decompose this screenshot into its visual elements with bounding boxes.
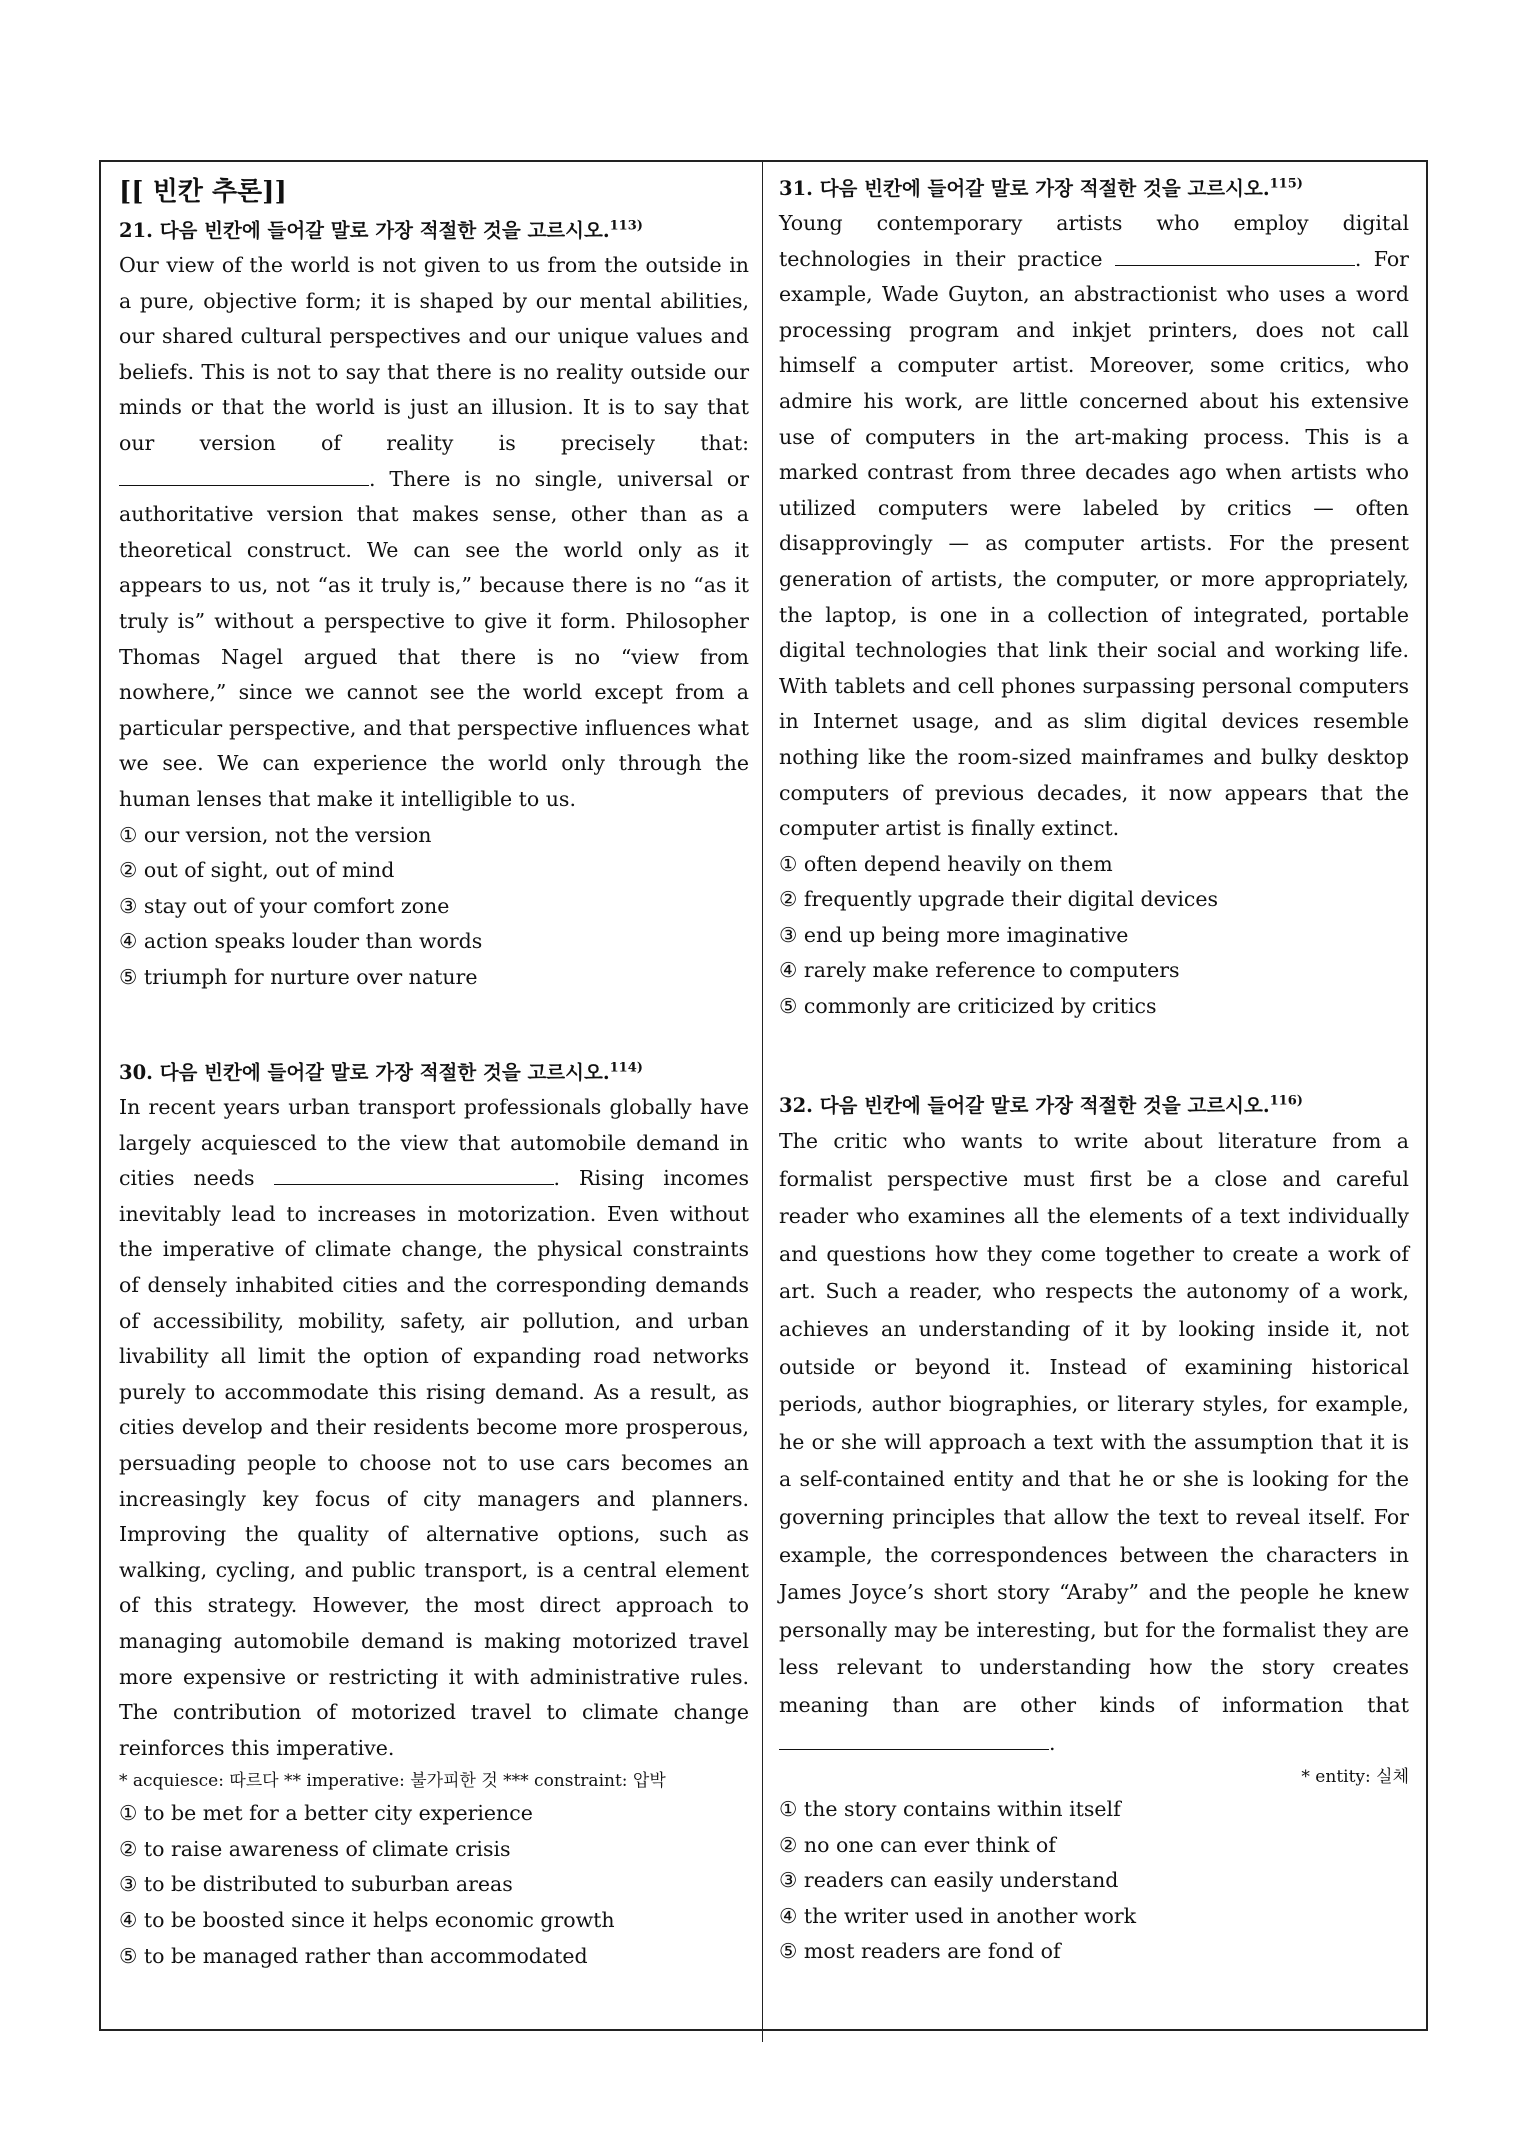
option-4[interactable]: ④ rarely make reference to computers: [779, 958, 1180, 983]
option-5[interactable]: ⑤ most readers are fond of: [779, 1939, 1061, 1964]
question-32-footnote: 116): [1269, 1093, 1303, 1109]
question-31-passage-after: . For example, Wade Guyton, an abstractionist who uses a word processing program and inkjet printers, does not call himself a computer artist. Moreover, some critics, who admire his work, are little concerned about his extensive use of computers in the art-making process. This is a marked contrast from three decades ago when artists who utilized computers were labeled by critics — often disapprovingly — as computer artists. For the present generation of artists, the computer, or more appropriately, the laptop, is one in a collection of integrated, portable digital technologies that link their social and working life. With tablets and cell phones surpassing personal computers in Internet usage, and as slim digital devices resemble nothing like the room-sized mainframes and bulky desktop computers of previous decades, it now appears that the computer artist is finally extinct.: [779, 246, 1409, 841]
question-32-vocab-note: * entity: 실체: [1301, 1767, 1409, 1788]
option-1[interactable]: ① the story contains within itself: [779, 1797, 1121, 1822]
question-32-passage: [779, 1123, 1409, 1762]
question-31: [779, 172, 1409, 1025]
answer-blank: [119, 465, 369, 486]
question-31-options: [779, 847, 1409, 1025]
question-21-heading-text: 21. 다음 빈칸에 들어갈 말로 가장 적절한 것을 고르시오.: [119, 219, 610, 242]
answer-blank: [274, 1164, 554, 1185]
question-30: [119, 1056, 749, 1974]
option-2[interactable]: ② to raise awareness of climate crisis: [119, 1836, 511, 1861]
question-30-passage-after: . Rising incomes inevitably lead to increases in motorization. Even without the imperative of climate change, the physical constraints of densely inhabited cities and the corresponding demands of accessibility, mobility, safety, air pollution, and urban livability all limit the option of expanding road networks purely to accommodate this rising demand. As a result, as cities develop and their residents become more prosperous, persuading people to choose not to use cars becomes an increasingly key focus of city managers and planners. Improving the quality of alternative options, such as walking, cycling, and public transport, is a central element of this strategy. However, the most direct approach to managing automobile demand is making motorized travel more expensive or restricting it with administrative rules. The contribution of motorized travel to climate change reinforces this imperative.: [119, 1166, 749, 1760]
section-title: [[ 빈칸 추론]]: [119, 177, 287, 207]
option-3[interactable]: ③ to be distributed to suburban areas: [119, 1872, 513, 1897]
option-4[interactable]: ④ the writer used in another work: [779, 1903, 1137, 1928]
option-4[interactable]: ④ action speaks louder than words: [119, 929, 483, 954]
column-divider: [762, 160, 763, 2042]
question-30-heading: [119, 1056, 749, 1090]
option-3[interactable]: ③ readers can easily understand: [779, 1868, 1119, 1893]
right-column-top: [779, 172, 1409, 1025]
option-4[interactable]: ④ to be boosted since it helps economic growth: [119, 1908, 615, 1933]
left-column-bottom: [119, 1056, 749, 1974]
question-32: [779, 1089, 1409, 1970]
question-21-heading: [119, 214, 749, 248]
option-1[interactable]: ① often depend heavily on them: [779, 851, 1113, 876]
question-32-options: [779, 1792, 1409, 1970]
question-30-passage: [119, 1090, 749, 1766]
question-32-heading-text: 32. 다음 빈칸에 들어갈 말로 가장 적절한 것을 고르시오.: [779, 1094, 1270, 1117]
question-21-options: [119, 818, 749, 996]
question-31-passage-before: Young contemporary artists who employ digital technologies in their practice: [779, 211, 1409, 271]
question-21-passage-after: . There is no single, universal or authoritative version that makes sense, other than as a theoretical construct. We can see the world only as it appears to us, not “as it truly is,” because there is no “as it truly is” without a perspective to give it form. Philosopher Thomas Nagel argued that there is no “view from nowhere,” since we cannot see the world except from a particular perspective, and that perspective influences what we see. We can experience the world only through the human lenses that make it intelligible to us.: [119, 466, 749, 811]
question-21-footnote: 113): [609, 218, 643, 234]
option-5[interactable]: ⑤ to be managed rather than accommodated: [119, 1943, 588, 1968]
option-3[interactable]: ③ stay out of your comfort zone: [119, 893, 450, 918]
answer-blank: [1115, 245, 1355, 266]
answer-blank: [779, 1729, 1049, 1750]
option-2[interactable]: ② frequently upgrade their digital devices: [779, 887, 1219, 912]
right-column-bottom: [779, 1089, 1409, 1970]
question-32-passage-after: .: [1049, 1730, 1056, 1755]
question-30-vocab-note: * acquiesce: 따르다 ** imperative: 불가피한 것 *** constraint: 압박: [119, 1771, 666, 1792]
question-31-heading: [779, 172, 1409, 206]
question-32-heading: [779, 1089, 1409, 1123]
question-31-passage: [779, 206, 1409, 847]
question-21-passage: [119, 248, 749, 818]
option-5[interactable]: ⑤ commonly are criticized by critics: [779, 994, 1157, 1019]
question-30-passage-before: In recent years urban transport professionals globally have largely acquiesced to the view that automobile demand in cities needs: [119, 1095, 749, 1191]
question-31-heading-text: 31. 다음 빈칸에 들어갈 말로 가장 적절한 것을 고르시오.: [779, 177, 1270, 200]
option-2[interactable]: ② no one can ever think of: [779, 1832, 1056, 1857]
question-30-footnote: 114): [609, 1060, 643, 1076]
option-1[interactable]: ① our version, not the version: [119, 822, 432, 847]
question-30-heading-text: 30. 다음 빈칸에 들어갈 말로 가장 적절한 것을 고르시오.: [119, 1061, 610, 1084]
question-21: [119, 214, 749, 995]
option-3[interactable]: ③ end up being more imaginative: [779, 922, 1129, 947]
left-column-top: [119, 172, 749, 995]
option-1[interactable]: ① to be met for a better city experience: [119, 1801, 533, 1826]
question-31-footnote: 115): [1269, 176, 1303, 192]
question-32-passage-before: The critic who wants to write about literature from a formalist perspective must first be a close and careful reader who examines all the elements of a text individually and questions how they come together to create a work of art. Such a reader, who respects the autonomy of a work, achieves an understanding of it by looking inside it, not outside or beyond it. Instead of examining historical periods, author biographies, or literary styles, for example, he or she will approach a text with the assumption that it is a self-contained entity and that he or she is looking for the governing principles that allow the text to reveal itself. For example, the correspondences between the characters in James Joyce’s short story “Araby” and the people he knew personally may be interesting, but for the formalist they are less relevant to understanding how the story creates meaning than are other kinds of information that: [779, 1129, 1409, 1717]
question-30-options: [119, 1796, 749, 1974]
option-5[interactable]: ⑤ triumph for nurture over nature: [119, 964, 478, 989]
question-21-passage-before: Our view of the world is not given to us from the outside in a pure, objective form; it is shaped by our mental abilities, our shared cultural perspectives and our unique values and beliefs. This is not to say that there is no reality outside our minds or that the world is just an illusion. It is to say that our version of reality is precisely that:: [119, 253, 749, 455]
option-2[interactable]: ② out of sight, out of mind: [119, 858, 395, 883]
